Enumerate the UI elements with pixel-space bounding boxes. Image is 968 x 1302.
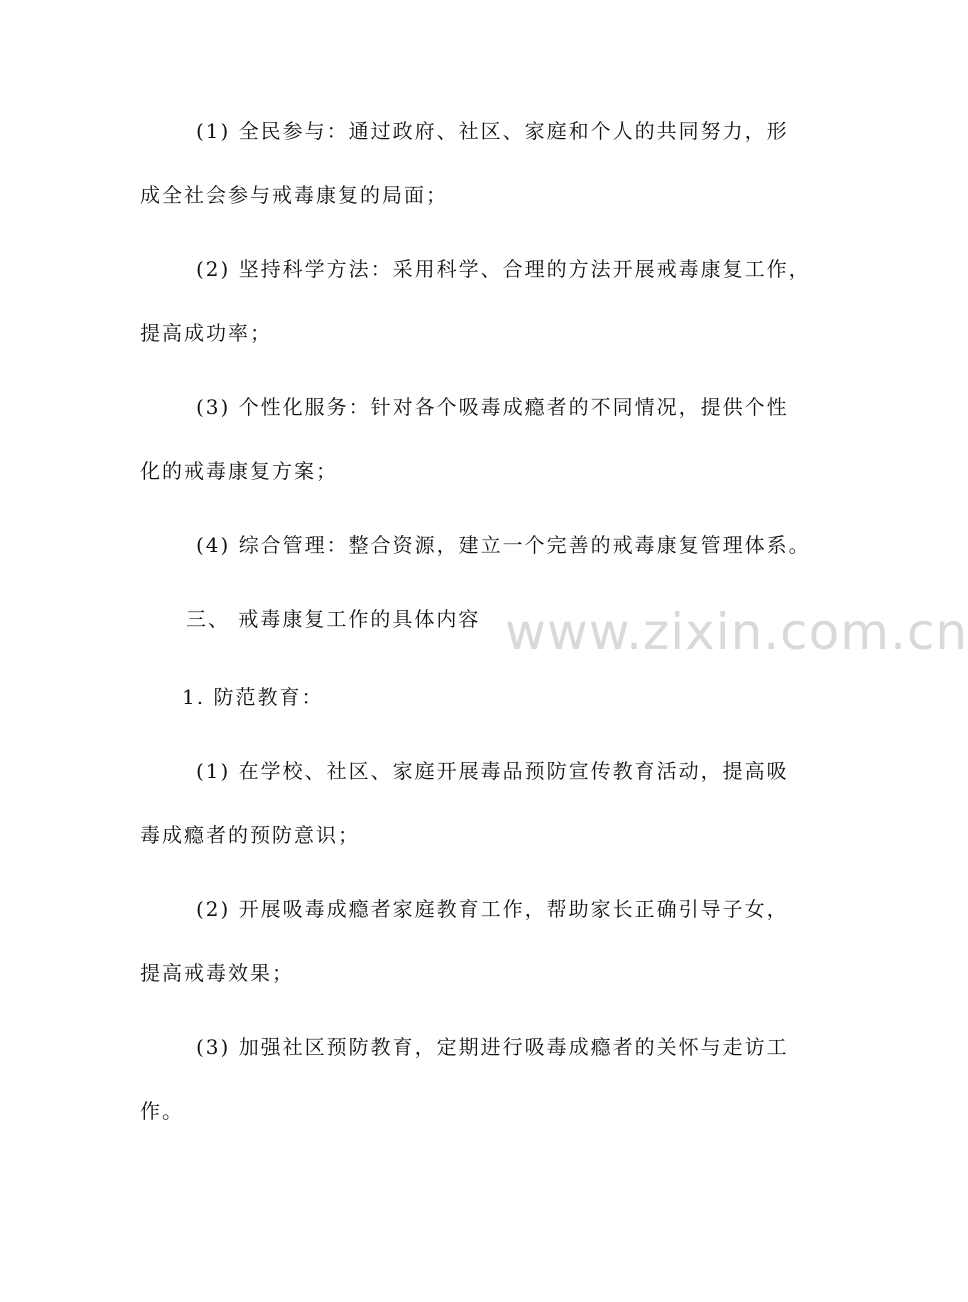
- paragraph-line-7: (4) 综合管理：整合资源，建立一个完善的戒毒康复管理体系。: [196, 533, 811, 557]
- paragraph-line-12: (3) 加强社区预防教育，定期进行吸毒成瘾者的关怀与走访工: [196, 1035, 789, 1059]
- paragraph-line-3: (2) 坚持科学方法：采用科学、合理的方法开展戒毒康复工作，: [196, 257, 811, 281]
- paragraph-line-13: 作。: [140, 1099, 184, 1123]
- paragraph-line-6: 化的戒毒康复方案；: [140, 459, 338, 483]
- paragraph-line-1: (1) 全民参与：通过政府、社区、家庭和个人的共同努力，形: [196, 119, 789, 143]
- paragraph-line-10: (2) 开展吸毒成瘾者家庭教育工作，帮助家长正确引导子女，: [196, 897, 789, 921]
- paragraph-line-5: (3) 个性化服务：针对各个吸毒成瘾者的不同情况，提供个性: [196, 395, 789, 419]
- paragraph-line-2: 成全社会参与戒毒康复的局面；: [140, 183, 448, 207]
- watermark: www.zixin.com.cn: [505, 603, 968, 661]
- subsection-heading: 1. 防范教育：: [182, 685, 324, 709]
- paragraph-line-8: (1) 在学校、社区、家庭开展毒品预防宣传教育活动，提高吸: [196, 759, 789, 783]
- paragraph-line-11: 提高戒毒效果；: [140, 961, 294, 985]
- section-heading: 三、 戒毒康复工作的具体内容: [186, 607, 481, 631]
- paragraph-line-4: 提高成功率；: [140, 321, 272, 345]
- paragraph-line-9: 毒成瘾者的预防意识；: [140, 823, 360, 847]
